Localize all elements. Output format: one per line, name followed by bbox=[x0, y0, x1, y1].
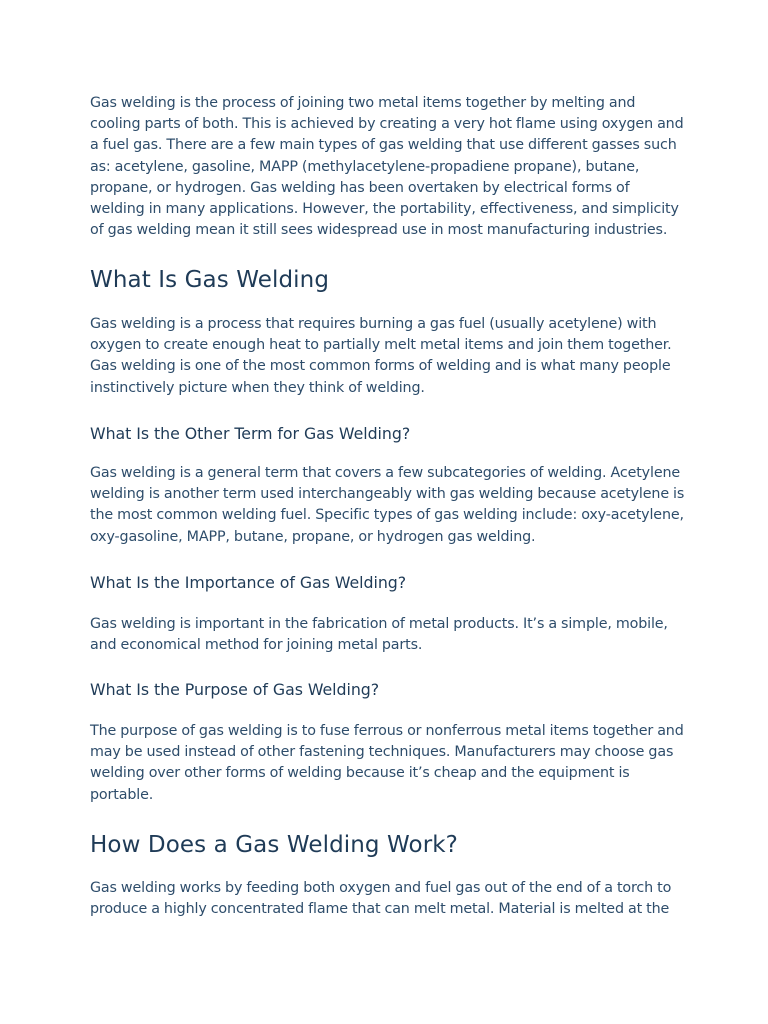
intro-paragraph: Gas welding is the process of joining two metal items together by melting and cooling parts of both. This is achieved by creating a very hot flame using oxygen and a fuel gas. There are a few main types of gas welding that use different gasses such as: acetylene, gasoline, MAPP (methylacetylene-propadiene propane), butane, propane, or hydrogen. Gas welding has been overtaken by electrical forms of welding in many applications. However, the portability, effectiveness, and simplicity of gas welding mean it still sees widespread use in most manufacturing industries. bbox=[90, 95, 684, 239]
heading-other-term: What Is the Other Term for Gas Welding? bbox=[90, 424, 411, 443]
heading-importance: What Is the Importance of Gas Welding? bbox=[90, 573, 407, 592]
heading-what-is-gas-welding: What Is Gas Welding bbox=[90, 267, 330, 293]
heading-how-it-works: How Does a Gas Welding Work? bbox=[90, 832, 458, 858]
paragraph-importance: Gas welding is important in the fabrication of metal products. It’s a simple, mobile, and economical method for joining metal parts. bbox=[90, 616, 668, 654]
paragraph-how-it-works: Gas welding works by feeding both oxygen and fuel gas out of the end of a torch to produce a highly concentrated flame that can melt metal. Material is melted at the bbox=[90, 880, 672, 918]
paragraph-purpose: The purpose of gas welding is to fuse ferrous or nonferrous metal items together and may be used instead of other fastening techniques. Manufacturers may choose gas welding over other forms of welding because it’s cheap and the equipment is portable. bbox=[90, 723, 684, 803]
heading-purpose: What Is the Purpose of Gas Welding? bbox=[90, 680, 380, 699]
paragraph-other-term: Gas welding is a general term that covers a few subcategories of welding. Acetylene welding is another term used interchangeably with gas welding because acetylene is the most common welding fuel. Specific types of gas welding include: oxy-acetylene, oxy-gasoline, MAPP, butane, propane, or hydrogen gas welding. bbox=[90, 465, 685, 545]
paragraph-what-is-gas-welding: Gas welding is a process that requires burning a gas fuel (usually acetylene) with oxygen to create enough heat to partially melt metal items and join them together. Gas welding is one of the most common forms of welding and is what many people instinctively picture when they think of welding. bbox=[90, 316, 672, 396]
